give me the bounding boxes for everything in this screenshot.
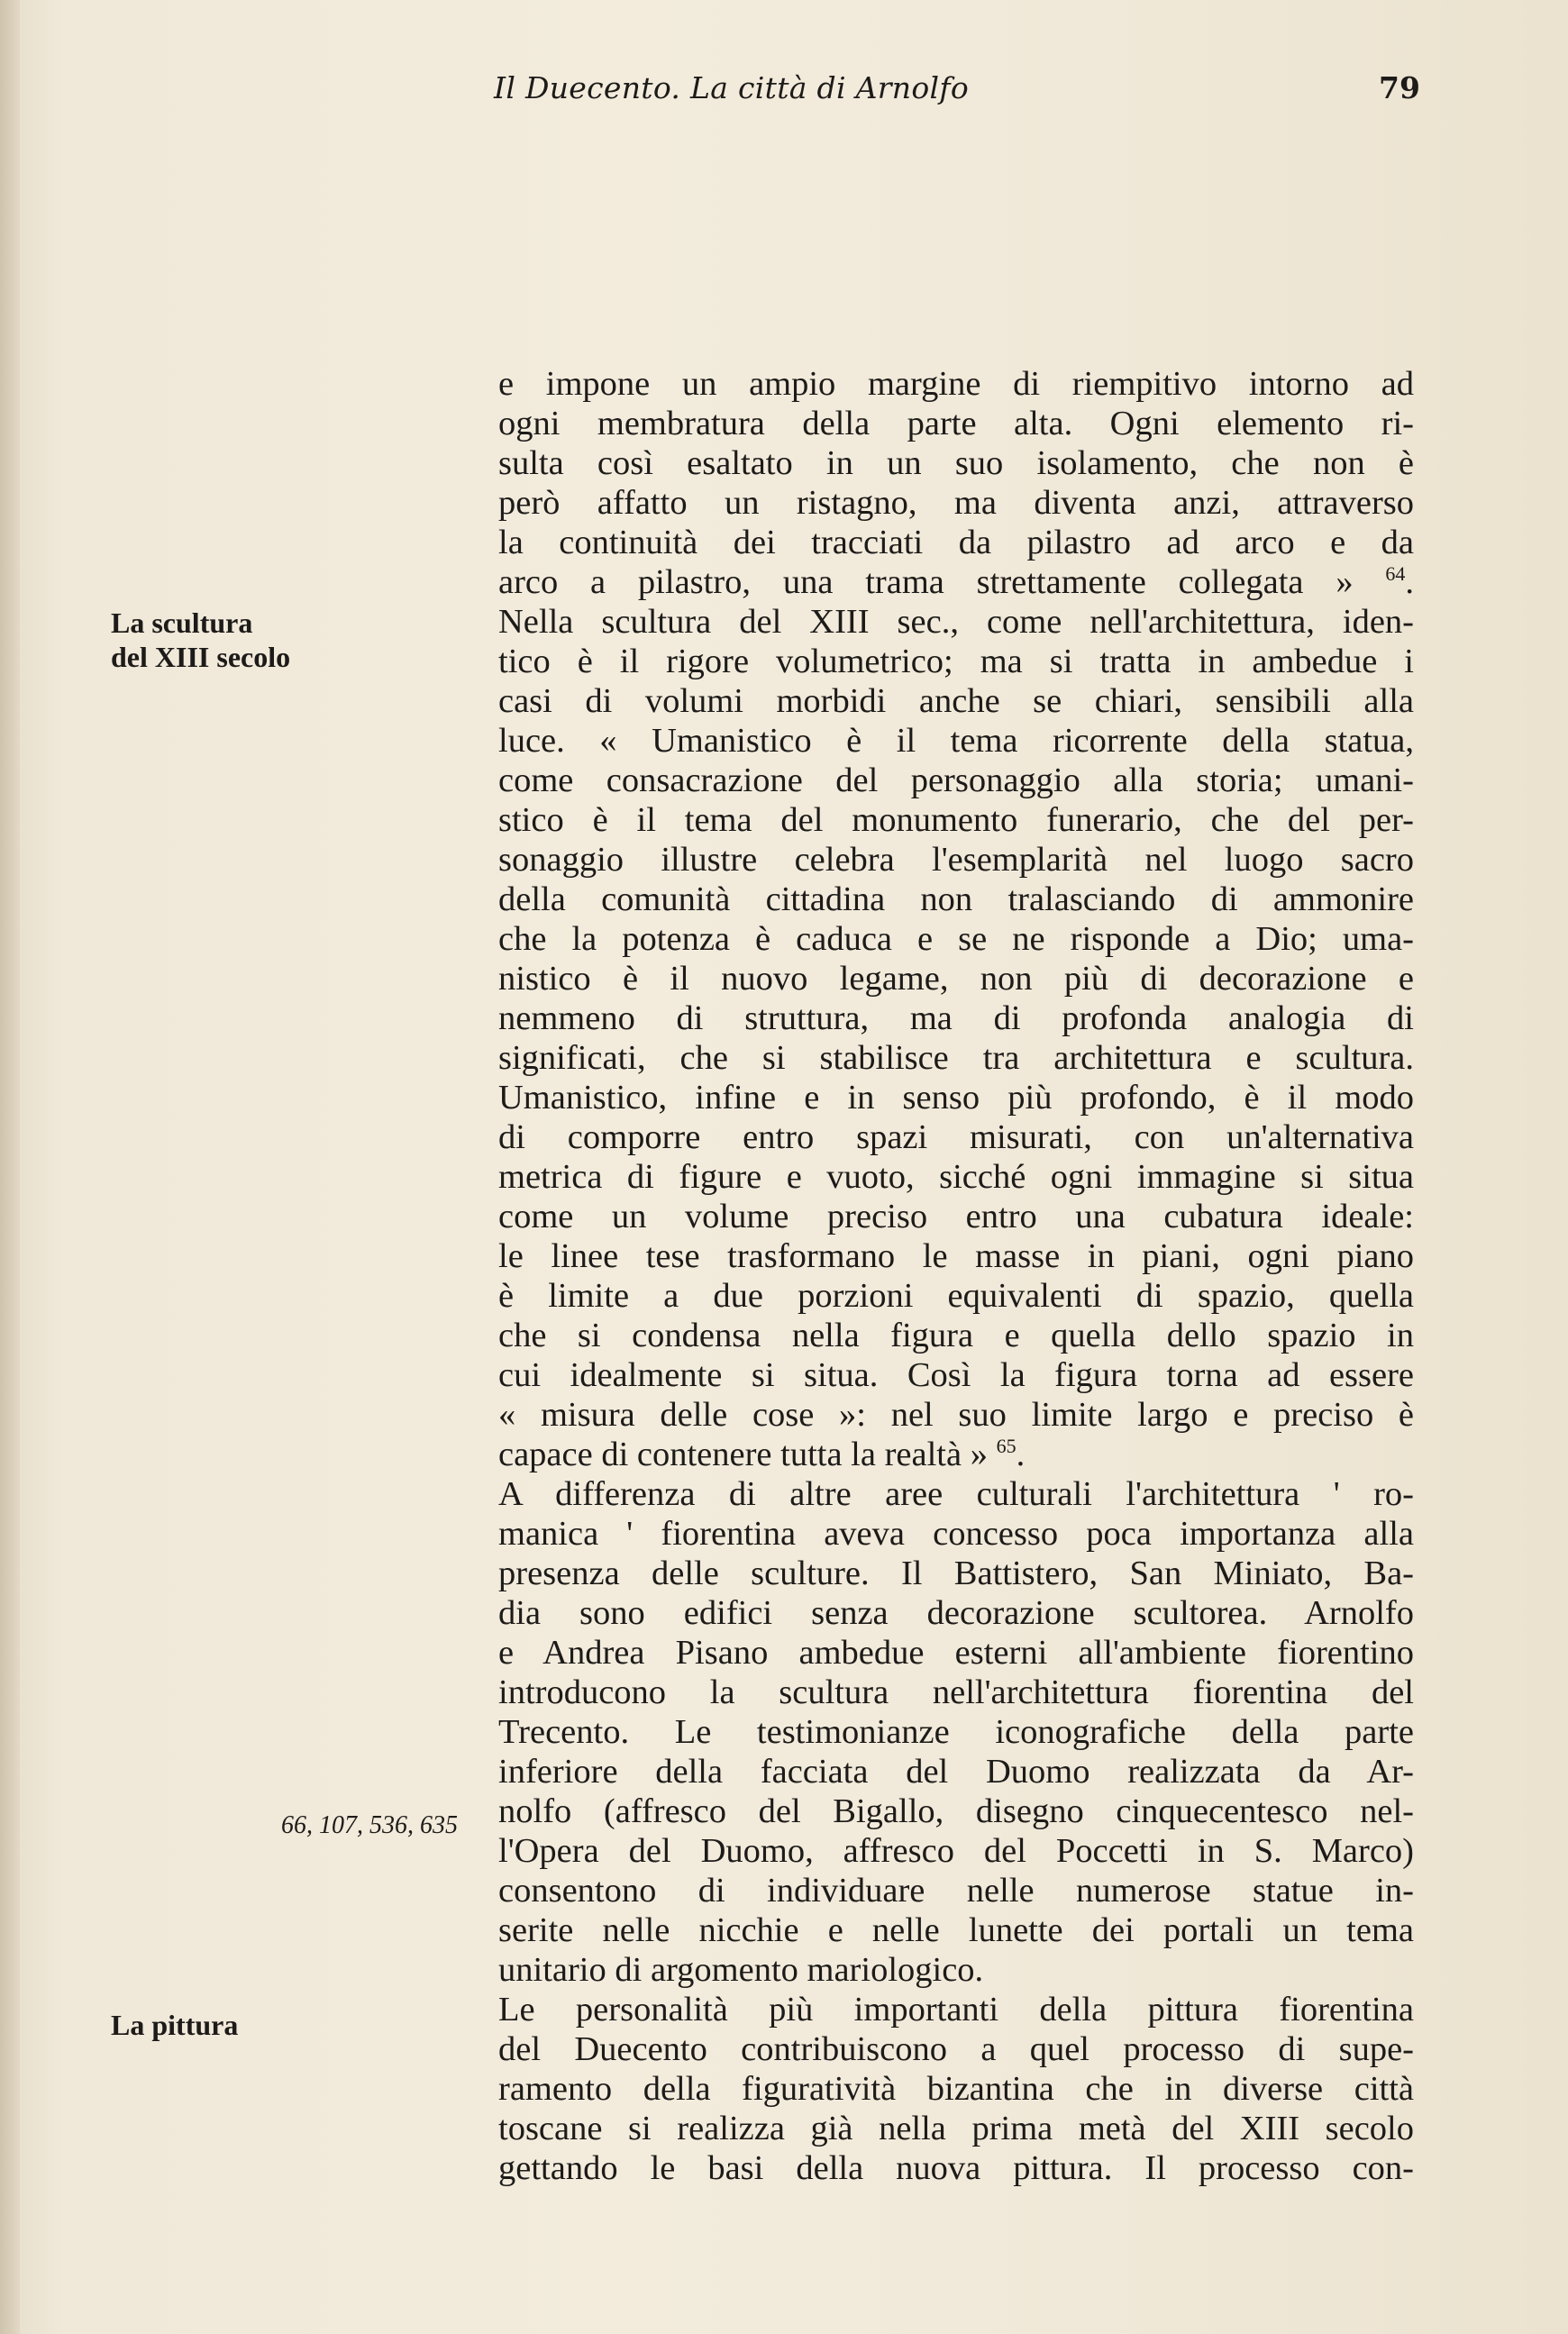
footnote-ref-64: 64 [1385,562,1406,586]
side-heading-scultura-line2: del XIII secolo [111,641,291,673]
text-line: ramento della figuratività bizantina che in diverse città [498,2070,1414,2108]
text-line: e impone un ampio margine di riempitivo intorno ad [498,365,1414,403]
text-line: Le personalità più importanti della pittura fiorentina [498,1991,1414,2029]
text-line: luce. « Umanistico è il tema ricorrente della statua, [498,722,1414,760]
side-heading-scultura [111,606,290,674]
text-line: metrica di figure e vuoto, sicché ogni immagine si situa [498,1158,1414,1196]
text-line: la continuità dei tracciati da pilastro ad arco e da [498,524,1414,561]
text-line: Nella scultura del XIII sec., come nell'architettura, iden- [498,603,1414,641]
running-head-title: Il Duecento. La città di Arnolfo [494,70,970,105]
text-line: però affatto un ristagno, ma diventa anzi, attraverso [498,484,1414,522]
text-line: e Andrea Pisano ambedue esterni all'ambiente fiorentino [498,1634,1414,1672]
text-line: presenza delle sculture. Il Battistero, San Miniato, Ba- [498,1554,1414,1592]
binding-shadow [0,0,20,2334]
text-line: tico è il rigore volumetrico; ma si tratta in ambedue i [498,643,1414,680]
text-line-with-note [498,1435,1414,1474]
text-line: della comunità cittadina non tralasciando di ammonire [498,880,1414,918]
text-line: che la potenza è caduca e se ne risponde a Dio; uma- [498,920,1414,958]
margin-figure-references: 66, 107, 536, 635 [281,1811,458,1839]
text-line: sulta così esaltato in un suo isolamento, che non è [498,444,1414,482]
text-line: Umanistico, infine e in senso più profondo, è il modo [498,1079,1414,1117]
footnote-period: . [1405,563,1414,601]
text-line: Trecento. Le testimonianze iconografiche della parte [498,1713,1414,1751]
text-line: A differenza di altre aree culturali l'architettura ' ro- [498,1475,1414,1513]
footnote-period: . [1016,1436,1026,1473]
footnote-ref-65: 65 [996,1435,1016,1458]
text-line: sonaggio illustre celebra l'esemplarità nel luogo sacro [498,841,1414,879]
text-line: « misura delle cose »: nel suo limite largo e preciso è [498,1396,1414,1434]
text-line: significati, che si stabilisce tra architettura e scultura. [498,1039,1414,1077]
text-line: è limite a due porzioni equivalenti di spazio, quella [498,1277,1414,1315]
text-line-content: arco a pilastro, una trama strettamente collegata » [498,563,1354,601]
text-line: consentono di individuare nelle numerose statue in- [498,1872,1414,1910]
text-line: nemmeno di struttura, ma di profonda analogia di [498,999,1414,1037]
page-number: 79 [1379,70,1420,105]
text-line: serite nelle nicchie e nelle lunette dei portali un tema [498,1911,1414,1949]
text-line: del Duecento contribuiscono a quel processo di supe- [498,2030,1414,2068]
text-line: come un volume preciso entro una cubatura ideale: [498,1198,1414,1235]
text-line: l'Opera del Duomo, affresco del Poccetti in S. Marco) [498,1832,1414,1870]
body-text [498,364,1414,2188]
text-line: toscane si realizza già nella prima metà del XIII secolo [498,2110,1414,2147]
text-line: nistico è il nuovo legame, non più di decorazione e [498,960,1414,998]
text-line: unitario di argomento mariologico. [498,1951,984,1989]
text-line: nolfo (affresco del Bigallo, disegno cinquecentesco nel- [498,1792,1414,1830]
side-heading-pittura: La pittura [111,2009,239,2041]
text-line: cui idealmente si situa. Così la figura torna ad essere [498,1356,1414,1394]
text-line: gettando le basi della nuova pittura. Il processo con- [498,2149,1414,2187]
text-line: ogni membratura della parte alta. Ogni elemento ri- [498,405,1414,442]
text-line-content: capace di contenere tutta la realtà » [498,1436,988,1473]
text-line: manica ' fiorentina aveva concesso poca importanza alla [498,1515,1414,1553]
side-heading-scultura-line1: La scultura [111,606,253,639]
text-line: stico è il tema del monumento funerario, che del per- [498,801,1414,839]
text-line: come consacrazione del personaggio alla storia; umani- [498,761,1414,799]
text-line: inferiore della facciata del Duomo realizzata da Ar- [498,1753,1414,1791]
text-line: introducono la scultura nell'architettura fiorentina del [498,1673,1414,1711]
text-line: casi di volumi morbidi anche se chiari, sensibili alla [498,682,1414,720]
text-line: dia sono edifici senza decorazione scultorea. Arnolfo [498,1594,1414,1632]
text-line: che si condensa nella figura e quella dello spazio in [498,1317,1414,1354]
text-line-with-note [498,562,1414,602]
text-line: di comporre entro spazi misurati, con un'alternativa [498,1118,1414,1156]
text-line: le linee tese trasformano le masse in piani, ogni piano [498,1237,1414,1275]
